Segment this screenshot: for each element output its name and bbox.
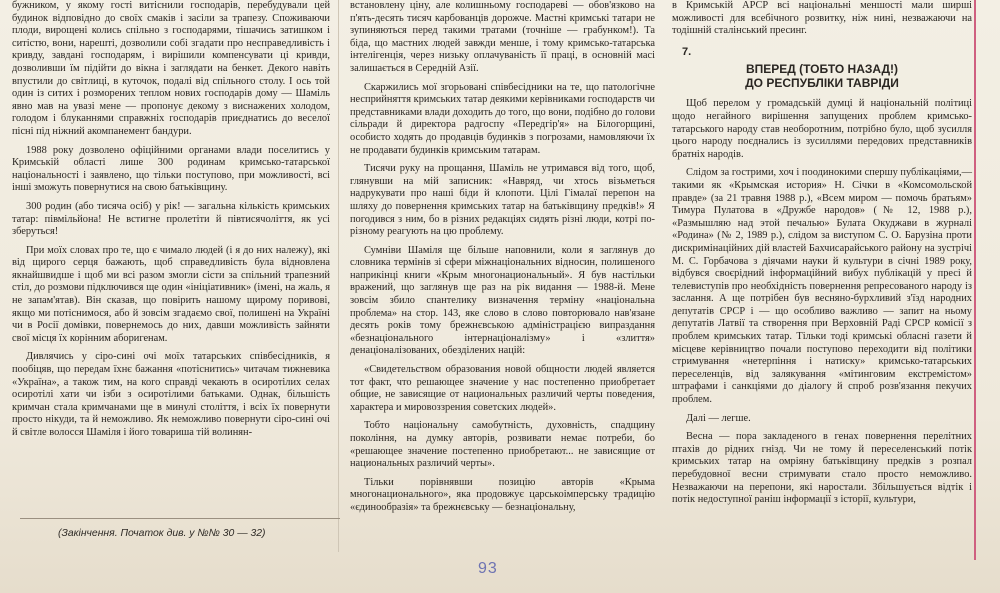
paragraph: 1988 року дозволено офіційними органами влади поселитись у Кримській області лише 300 родинам кримсько-татарської національності і заявлено, що тільки поступово, при можливості, всі інші зможуть повернутися на свою батьківщину. [12, 144, 330, 194]
section-heading [672, 62, 972, 90]
section-heading-line: ДО РЕСПУБЛІКИ ТАВРІДИ [745, 76, 899, 91]
paragraph: 300 родин (або тисяча осіб) у рік! — загальна кількість кримських татар: півмільйона! Не встигне пролетіти й півтисячоліття, як усі зберуться! [12, 200, 330, 238]
paragraph: Тисячи руку на прощання, Шаміль не утримався від того, щоб, глянувши на мій записник: «Навряд, чи хтось візьметься надрукувати про наші біди й клопоти. Цілі Гімалаї перепон на шляху до повернення кримських татар на батьківщину предків!» Я погодився з ним, бо в різних редакціях сидять різні люди, котрі по-різному реагують на цю проблему. [350, 163, 655, 238]
page-edge-line [974, 0, 976, 560]
column-divider [338, 0, 339, 552]
continuation-note: (Закінчення. Початок див. у №№ 30 — 32) [58, 528, 266, 539]
paragraph: Весна — пора закладеного в генах повернення перелітних птахів до рідних гнізд. Чи не тому й переселенський потік кримських татар на омріяну батьківщину предків з розпал перебудовної весни стримувати стало просто неможливо. Незважаючи на перепони, які наростали. Збільшується відтік і потік недоступної раніш інформації з історії, культури, [672, 431, 972, 506]
page-number: 93 [478, 560, 498, 577]
paragraph: Дивлячись у сіро-сині очі моїх татарських співбесідників, я пообіцяв, що передам їхнє бажання «потіснитись» читачам тижневика «Україна», а також тим, на кого справді чекають в осиротілих селах осиротілі хати чи ізби з осиротілими батьками. Однак, більшість кримчан стала кримчанами ще в минулі століття, і всіх їх повернути просто нікуди, та й неможливо. Як неможливо повернути сіро-сині очі й світле волосся Шаміля і його товариша тій волинян- [12, 351, 330, 438]
paragraph: При моїх словах про те, що є чимало людей (і я до них належу), які від щирого серця бажають, щоб справедливість була відновлена якнайшвидше і щоб ми всі разом змогли сісти за спільний трапезний стіл, до розмови підключився ще один «ініціативник» (імені, на жаль, я не запам'ятав). Він сказав, що повірить нашому щирому поривові, якщо ми потіснимося, або й зовсім згадаємо свої, полишені на Україні чи в Росії домівки, повернемось до них, давши можливість зайняти свої місця їх корінним аборигенам. [12, 244, 330, 344]
section-heading-line: ВПЕРЕД (ТОБТО НАЗАД!) [745, 62, 899, 77]
paragraph: Слідом за гострими, хоч і поодинокими спершу публікаціями,— такими як «Крымская история» Н. Січки в «Комсомольской правде» (за 21 травня 1988 р.), «Всем миром — помочь братьям» Тимура Пулатова в «Дружбе народов» (№ 12, 1988 р.), «Размышляю над этой печалью» Булата Окуджави в журналі «Родина» (№ 2, 1989 р.), слідом за виступом С. О. Барузіна проти дискримінаційних дій властей Бахчисарайського району на зустрічі М. С. Горбачова з діячами науки й культури в січні 1989 року, відбувся своєрідний інформаційний вибух публікацій у пресі й телевиступів про необхідність повернення репресованого народу із заслання. А ще потрібен був весняно-бурхливий з'їзд народних депутатів СРСР і — що особливо важливо — запит на ньому депутатів Латвії та створення при Верховній Раді СРСР комісії з проблем кримських татар. Тільки тоді кримські обласні газети й місцеве керівництво почали поступово переходити від політики стримування «нетерпіння і натиску» кримсько-татарських переселенців, від залякування «мітинговим екстремістом» штрафами і санкціями до діалогу й спроб розв'язання пекучих проблем. [672, 167, 972, 406]
paragraph: Тобто національну самобутність, духовність, спадщину покоління, на думку авторів, розвивати немає потреби, бо «решающее значение постепенно приобретают... не зависящие от национальных различий черты». [350, 420, 655, 470]
text-column-3 [672, 0, 972, 513]
quote-paragraph: «Свидетельством образования новой общности людей является тот факт, что решающее значение у нас постепенно приобретает общие, не зависящие от национальных различий черты поведения, характера и мировоззрения советских людей». [350, 364, 655, 413]
paragraph: в Кримській АРСР всі національні меншості мали ширші можливості для всебічного розвитку, ніж нині, незважаючи на тодішній сталінський пресинг. [672, 0, 972, 37]
footnote-rule [20, 518, 340, 519]
paragraph: Далі — легше. [686, 412, 751, 424]
paragraph: встановлену ціну, але колишньому господареві — обов'язково на п'ять-десять тисяч карбованців дорожче. Мастні кримські татари не зупиняються перед такими тратами (точніше — грабунком!). Та біда, що мастних людей завжди менше, і тому кримсько-татарська інтелігенція, через низьку оплачуваність її праці, в основній масі залишається в Середній Азії. [350, 0, 655, 74]
section-number: 7. [682, 45, 692, 58]
paragraph: Сумніви Шаміля ще більше наповнили, коли я заглянув до словника термінів зі сфери міжнаціональних відносин, полишеного наприкінці книги «Крым многонациональный». Я був настільки вражений, що заглянув ще раз на рік видання — 1988-й. Мене зовсім збило спантелику визначення терміну «національна проблема» на стор. 143, яке слово в слово повторювало нав'язане десять років тому брежнєвською адміністрацією випраздання «безнаціонального інтернаціоналізму» і «злиття» денаціоналізованих, обезділених націй: [350, 244, 655, 357]
paragraph: Щоб перелом у громадській думці й національній політиці щодо негайного вирішення запущених проблем кримсько-татарського народу став необоротним, потрібно було, щоб зусилля цього народу поєднались із зусиллями передових представників братніх народів. [672, 98, 972, 160]
paragraph: бужником, у якому гості витіснили господарів, перебудували цей будинок відповідно до своїх смаків і засіли за трапезу. Споживаючи плоди, вирощені колись спільно з господарями, тішачись затишком і ситістю, вони, нарешті, дозволили собі згадати про несправедливість і кривду, завдані господарям, і вирішили компенсувати ці кривди, дозволивши їм підійти до вікна і заглядати на бенкет. Декого навіть впустили до світлиці, в куточок, подалі від спільного столу. І ось той один із ситих і розморених теплом нових господарів дому — Шаміль явно мав на увазі мене — пропонує декому з виснажених холодом, голодом і блуканнями справжніх господарів приєднатись до веселої пісні під ніжний акомпанемент бандури. [12, 0, 330, 137]
text-column-2 [350, 0, 655, 521]
text-column-1 [12, 0, 330, 446]
paragraph: Скаржились мої згорьовані співбесідники на те, що патологічне несприйняття кримських татар деякими керівниками господарств чи представниками влади доходить до того, що вони, подібно до голови сільради й директора радгоспу «Передгір'я» на Білогорщині, особисто ходять до продавців будинків з погрозами, намовляючи їх не продавати будинків кримським татарам. [350, 81, 655, 156]
paragraph: Тільки порівнявши позицію авторів «Крыма многонационального», яка продовжує царськоімперську традицію «єдинообразія» та брежнєвську — безнаціональну, [350, 476, 655, 513]
